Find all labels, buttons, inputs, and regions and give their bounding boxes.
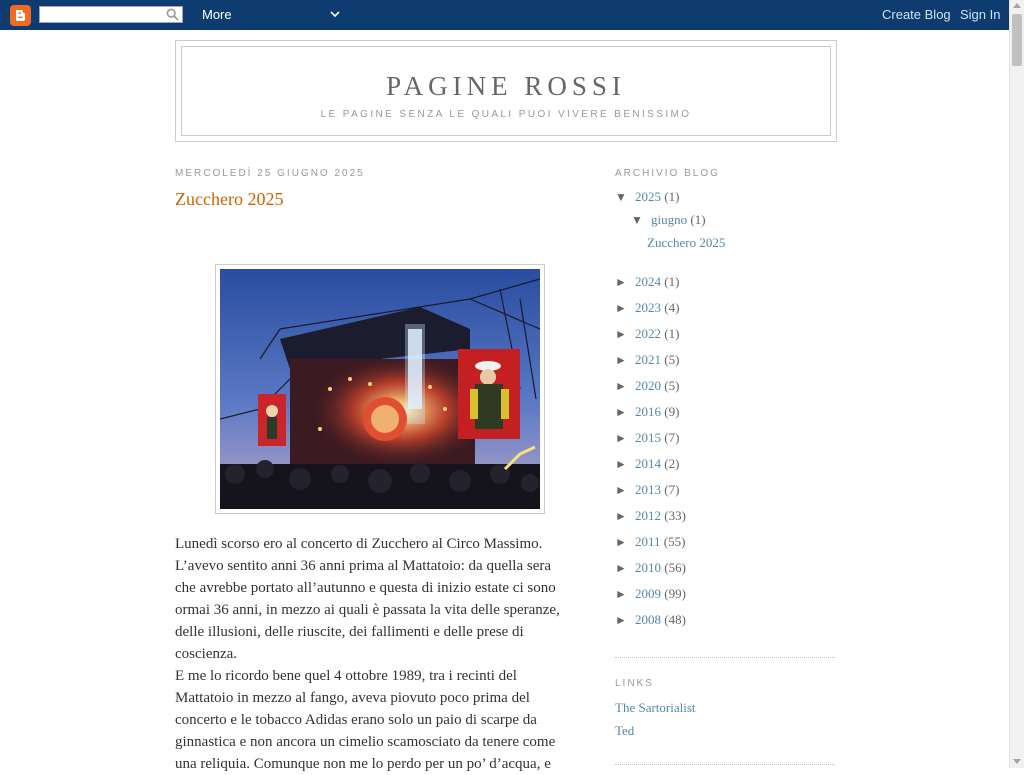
archive-month-link[interactable]: giugno [651, 212, 688, 227]
post-body-line: coscienza. [175, 646, 238, 662]
blog-header-inner [181, 46, 831, 136]
archive-year [615, 534, 685, 550]
expand-toggle-icon[interactable]: ► [615, 405, 627, 419]
expand-toggle-icon[interactable]: ► [615, 275, 627, 289]
archive-month-giugno [631, 212, 706, 228]
archive-count: (56) [664, 560, 686, 575]
post-body [175, 533, 585, 775]
post-body-line: L’avevo sentito anni 36 anni prima al Mattatoio: da quella sera [175, 558, 552, 574]
expand-toggle-icon[interactable]: ► [615, 457, 627, 471]
archive-year [615, 612, 686, 628]
expand-toggle-icon[interactable]: ► [615, 483, 627, 497]
archive-year [615, 378, 679, 394]
expand-toggle-icon[interactable]: ► [615, 535, 627, 549]
concert-photo[interactable] [220, 269, 540, 509]
chevron-down-icon[interactable] [329, 8, 341, 20]
archive-year [615, 508, 686, 524]
post-body-line: Mattatoio in mezzo al fango, aveva piovuto poco prima del [175, 690, 530, 706]
archive-year [615, 482, 679, 498]
archive-year-link[interactable]: 2025 [635, 189, 661, 204]
archive-year-link[interactable]: 2020 [635, 378, 661, 393]
link-ted[interactable]: Ted [615, 723, 635, 738]
blogger-b-icon [15, 9, 26, 22]
post-body-line: concerto e le tobacco Adidas erano solo un paio di scarpe da [175, 712, 537, 728]
archive-post [647, 235, 725, 251]
archive-count: (5) [664, 352, 680, 367]
expand-toggle-icon[interactable]: ► [615, 613, 627, 627]
post-title[interactable]: Zucchero 2025 [175, 189, 284, 209]
archive-year-link[interactable]: 2023 [635, 300, 661, 315]
archive-count: (7) [664, 430, 680, 445]
archive-count: (99) [664, 586, 686, 601]
archive-year [615, 300, 679, 316]
blog-header [175, 40, 837, 142]
sign-in-link[interactable]: Sign In [960, 7, 1001, 22]
post-body-line: E me lo ricordo bene quel 4 ottobre 1989, tra i recinti del [175, 668, 517, 684]
collapse-toggle-icon[interactable]: ▼ [615, 190, 627, 204]
archive-year-link[interactable]: 2012 [635, 508, 661, 523]
archive-heading: ARCHIVIO BLOG [615, 168, 720, 179]
archive-count: (55) [663, 534, 686, 549]
post-date: MERCOLEDÌ 25 GIUGNO 2025 [175, 168, 365, 179]
blog-description: LE PAGINE SENZA LE QUALI PUOI VIVERE BENISSIMO [320, 109, 692, 120]
archive-year-link[interactable]: 2009 [635, 586, 661, 601]
post-body-line: una reliquia. Comunque non me lo perdo per un po’ d’acqua, e [175, 756, 551, 772]
archive-year-link[interactable]: 2013 [635, 482, 661, 497]
archive-count: (7) [664, 482, 680, 497]
post-body-line: che avrebbe portato all’autunno e questa di inizio estate ci sono [175, 580, 556, 596]
vertical-scrollbar[interactable] [1009, 0, 1024, 768]
expand-toggle-icon[interactable]: ► [615, 327, 627, 341]
archive-count: (48) [664, 612, 686, 627]
archive-count: (1) [664, 326, 680, 341]
post-body-line: ormai 36 anni, in mezzo ai quali è passata la vita delle speranze, [175, 602, 560, 618]
scroll-down-arrow-icon[interactable] [1013, 759, 1021, 764]
archive-count: (9) [664, 404, 680, 419]
post-body-line: delle illusioni, delle riuscite, dei fallimenti e delle prese di [175, 624, 524, 640]
expand-toggle-icon[interactable]: ► [615, 587, 627, 601]
post-image-frame[interactable] [215, 264, 545, 514]
archive-count: (4) [664, 300, 680, 315]
archive-year [615, 274, 679, 290]
post-body-line: Lunedì scorso ero al concerto di Zucchero al Circo Massimo. [175, 536, 543, 552]
archive-year [615, 586, 686, 602]
archive-year [615, 456, 679, 472]
blog-search-box [39, 6, 183, 23]
archive-year-link[interactable]: 2014 [635, 456, 661, 471]
archive-year-link[interactable]: 2015 [635, 430, 661, 445]
scrollbar-thumb[interactable] [1012, 14, 1022, 66]
archive-year [615, 352, 679, 368]
blogger-navbar [0, 0, 1009, 30]
archive-year [615, 430, 679, 446]
archive-count: (33) [664, 508, 686, 523]
expand-toggle-icon[interactable]: ► [615, 561, 627, 575]
archive-count: (5) [664, 378, 680, 393]
sidebar-divider [615, 657, 835, 658]
links-heading: LINKS [615, 678, 654, 689]
expand-toggle-icon[interactable]: ► [615, 431, 627, 445]
archive-count: (1) [690, 212, 706, 227]
archive-count: (1) [664, 189, 680, 204]
archive-year-link[interactable]: 2011 [635, 534, 661, 549]
archive-count: (2) [664, 456, 680, 471]
archive-year-link[interactable]: 2022 [635, 326, 661, 341]
archive-year-link[interactable]: 2024 [635, 274, 661, 289]
collapse-toggle-icon[interactable]: ▼ [631, 213, 643, 227]
concert-stage-image [220, 269, 540, 509]
search-input[interactable] [40, 7, 166, 22]
post-body-line: ginnastica e non ancora un cimelio scamosciato da tenere come [175, 734, 556, 750]
search-icon[interactable] [166, 8, 179, 21]
archive-year-2025 [615, 189, 679, 205]
scroll-up-arrow-icon[interactable] [1013, 3, 1021, 8]
create-blog-link[interactable]: Create Blog [882, 7, 951, 22]
archive-year [615, 404, 679, 420]
archive-year-link[interactable]: 2016 [635, 404, 661, 419]
link-the-sartorialist[interactable]: The Sartorialist [615, 700, 696, 715]
archive-year-link[interactable]: 2010 [635, 560, 661, 575]
archive-count: (1) [664, 274, 680, 289]
archive-year-link[interactable]: 2021 [635, 352, 661, 367]
expand-toggle-icon[interactable]: ► [615, 353, 627, 367]
sidebar-divider [615, 764, 835, 765]
expand-toggle-icon[interactable]: ► [615, 301, 627, 315]
blog-title[interactable]: PAGINE ROSSI [386, 71, 626, 101]
archive-post-link[interactable]: Zucchero 2025 [647, 235, 726, 250]
archive-year [615, 560, 686, 576]
expand-toggle-icon[interactable]: ► [615, 379, 627, 393]
more-menu-label[interactable]: More [202, 7, 232, 22]
archive-year [615, 326, 679, 342]
expand-toggle-icon[interactable]: ► [615, 509, 627, 523]
archive-year-link[interactable]: 2008 [635, 612, 661, 627]
blogger-logo-icon[interactable] [10, 5, 31, 26]
